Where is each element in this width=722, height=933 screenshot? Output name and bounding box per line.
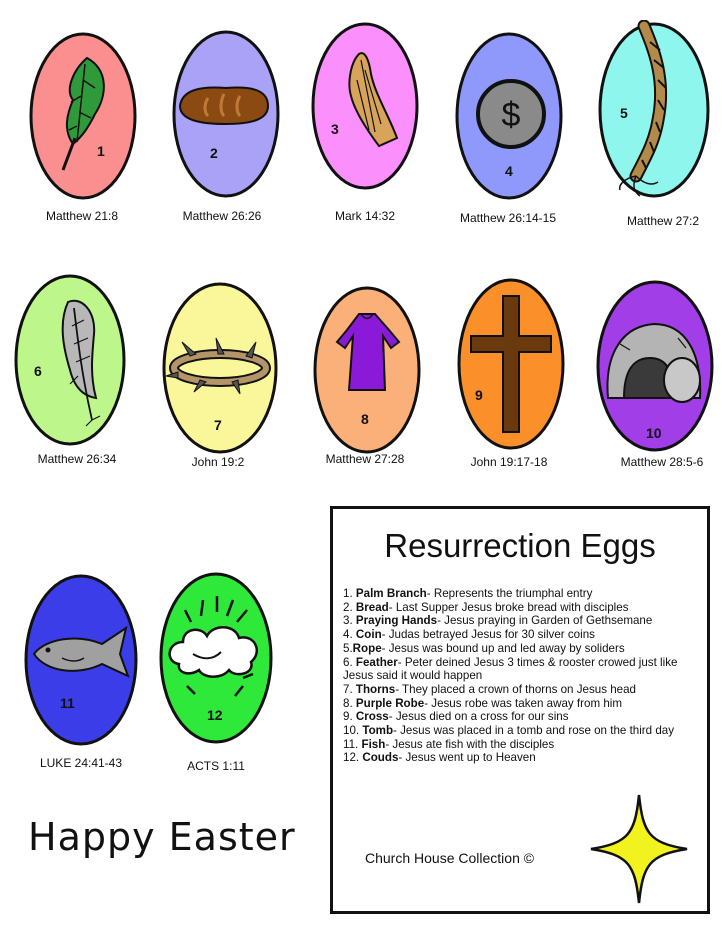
egg-number: 9 [475,387,483,403]
egg-reference: Matthew 27:2 [626,214,700,228]
egg-reference: John 19:17-18 [470,455,548,469]
coin-icon [478,81,544,147]
happy-easter-text: Happy Easter [28,815,296,859]
list-item: 11. Fish- Jesus ate fish with the disciples [343,737,555,751]
egg-3 [309,20,421,192]
egg-reference: LUKE 24:41-43 [39,756,123,770]
egg-number: 10 [646,425,662,441]
list-item: 7. Thorns- They placed a crown of thorns on Jesus head [343,682,637,696]
star-icon [589,793,689,905]
list-item: 9. Cross- Jesus died on a cross for our sins [343,710,569,724]
list-item: 8. Purple Robe- Jesus robe was taken away from him [343,696,623,710]
egg-reference: Matthew 26:14-15 [459,211,557,225]
egg-2 [170,28,282,200]
egg-number: 3 [331,121,339,137]
legend-list [343,587,708,765]
list-item: 12. Couds- Jesus went up to Heaven [343,751,536,765]
egg-number: 6 [34,363,42,379]
egg-number: 11 [60,695,75,711]
legend-title: Resurrection Eggs [384,527,656,564]
list-item: 5.Rope- Jesus was bound up and led away by soliders [343,641,625,655]
list-item: 2. Bread- Last Supper Jesus broke bread with disciples [343,600,629,614]
egg-number: 5 [620,105,628,121]
egg-number: 4 [505,163,513,179]
egg-reference: Mark 14:32 [334,209,396,223]
egg-9 [455,276,567,452]
egg-number: 1 [97,143,105,159]
egg-reference: John 19:2 [191,455,245,469]
list-item: 6. Feather- Peter deined Jesus 3 times & rooster crowed just like Jesus said it would happen [343,655,678,683]
list-item: 3. Praying Hands- Jesus praying in Garden of Gethsemane [343,614,653,628]
egg-number: 7 [214,417,222,433]
egg-number: 2 [210,145,218,161]
egg-1 [27,30,139,202]
egg-number: 12 [207,707,223,723]
egg-8 [311,284,423,458]
egg-4 [453,30,565,202]
list-item: 4. Coin- Judas betrayed Jesus for 30 silver coins [343,628,595,642]
egg-reference: ACTS 1:11 [187,759,245,773]
egg-10 [594,278,716,456]
egg-reference: Matthew 21:8 [45,209,119,223]
bread-icon [180,88,268,124]
egg-12 [157,570,275,748]
egg-reference: Matthew 26:26 [182,209,262,223]
coin-symbol: $ [501,96,521,134]
list-item: 1. Palm Branch- Represents the triumphal entry [343,587,593,600]
egg-11 [22,572,140,748]
egg-6 [12,272,128,448]
credit-text: Church House Collection © [365,850,535,866]
egg-7 [160,280,280,456]
legend-box [330,506,710,914]
list-item: 10. Tomb- Jesus was placed in a tomb and rose on the third day [343,724,675,738]
egg-reference: Matthew 28:5-6 [620,455,704,469]
egg-5 [596,20,712,200]
egg-reference: Matthew 26:34 [37,452,117,466]
egg-reference: Matthew 27:28 [325,452,405,466]
egg-number: 8 [361,411,369,427]
